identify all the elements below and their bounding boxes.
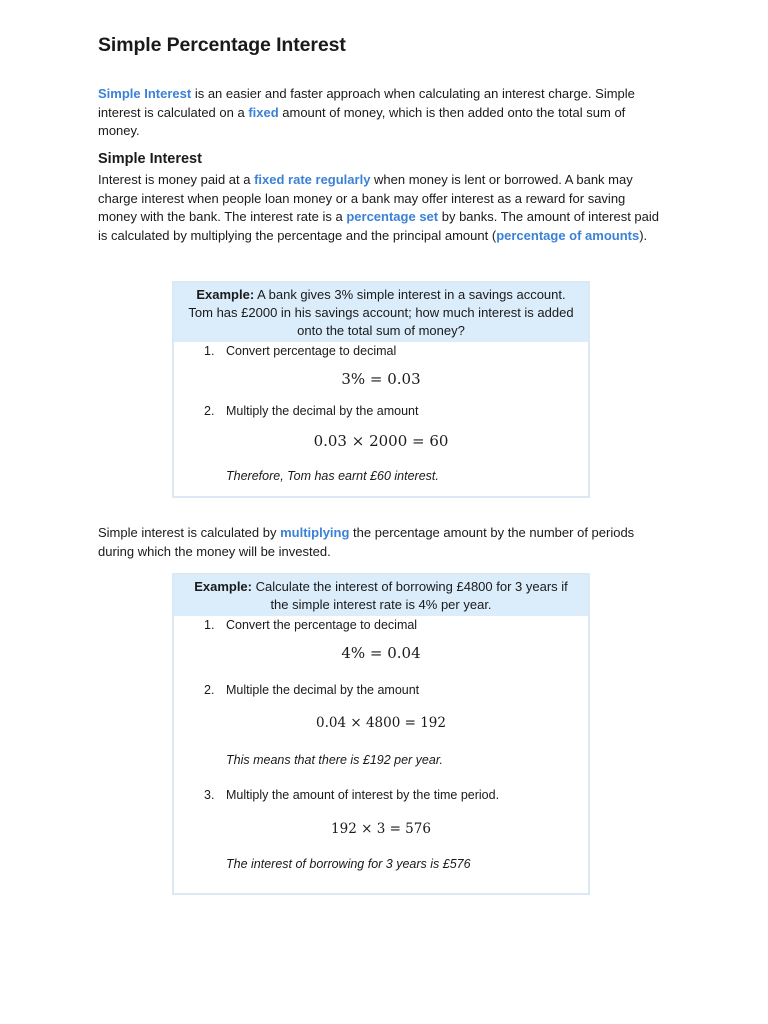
example-1-question: A bank gives 3% simple interest in a savings account. Tom has £2000 in his savings account; how much interest is added onto the total sum of money? bbox=[188, 287, 574, 338]
section-paragraph bbox=[98, 171, 660, 245]
example-2-equation-2: 0.04 × 4800 = 192 bbox=[316, 715, 446, 731]
step-number: 2. bbox=[204, 683, 215, 697]
middle-text-2: the percentage amount by the number of periods during which the money will be invested. bbox=[98, 525, 635, 559]
section-highlight-fixed-rate: fixed rate regularly bbox=[254, 172, 371, 187]
example-2-step-1 bbox=[204, 618, 417, 632]
example-box-1 bbox=[172, 281, 590, 498]
example-1-equation-2: 0.03 × 2000 = 60 bbox=[313, 432, 449, 450]
step-number: 1. bbox=[204, 618, 215, 632]
example-box-2 bbox=[172, 573, 590, 895]
step-text: Convert percentage to decimal bbox=[226, 344, 397, 358]
example-1-label: Example: bbox=[196, 287, 255, 302]
example-2-step-2 bbox=[204, 683, 419, 697]
intro-text-1: is an easier and faster approach when calculating an interest charge. Simple interest is calculated on a bbox=[98, 86, 635, 120]
intro-paragraph bbox=[98, 85, 660, 141]
example-2-header bbox=[174, 575, 588, 616]
step-text: Multiply the decimal by the amount bbox=[226, 404, 419, 418]
page-title: Simple Percentage Interest bbox=[98, 34, 346, 56]
intro-highlight-fixed: fixed bbox=[248, 104, 279, 120]
step-text: Multiple the decimal by the amount bbox=[226, 683, 420, 697]
section-text-2: when money is lent or borrowed. A bank may charge interest when people loan money or a bank may offer interest as a reward for saving money with the bank. The interest rate is a bbox=[98, 172, 633, 224]
intro-highlight-simple-interest: Simple Interest bbox=[98, 86, 192, 101]
step-text: Multiply the amount of interest by the time period. bbox=[226, 788, 500, 802]
example-2-label: Example: bbox=[194, 579, 252, 594]
example-1-step-1 bbox=[204, 344, 396, 358]
step-number: 3. bbox=[204, 788, 215, 802]
middle-paragraph bbox=[98, 524, 654, 561]
intro-text-2: amount of money, which is then added onto the total sum of money. bbox=[98, 104, 626, 138]
middle-highlight-multiplying: multiplying bbox=[280, 525, 350, 540]
middle-text-1: Simple interest is calculated by bbox=[98, 525, 281, 540]
example-2-conclusion: The interest of borrowing for 3 years is £576 bbox=[226, 857, 471, 871]
section-heading: Simple Interest bbox=[98, 151, 202, 167]
example-2-question: Calculate the interest of borrowing £4800 for 3 years if the simple interest rate is 4% per year. bbox=[252, 579, 568, 612]
step-number: 1. bbox=[204, 344, 215, 358]
example-2-equation-3: 192 × 3 = 576 bbox=[331, 821, 431, 837]
example-2-step-3 bbox=[204, 788, 499, 802]
section-text-3: by banks. The amount of interest paid is calculated by multiplying the percentage and the principal amount ( bbox=[98, 209, 660, 243]
example-1-equation-1: 3% = 0.03 bbox=[341, 370, 421, 388]
example-2-equation-1: 4% = 0.04 bbox=[341, 644, 421, 662]
section-text-4: ). bbox=[639, 227, 648, 243]
section-highlight-percentage-set: percentage set bbox=[346, 209, 439, 224]
step-text: Convert the percentage to decimal bbox=[226, 618, 418, 632]
section-text-1: Interest is money paid at a bbox=[98, 172, 255, 187]
section-highlight-percentage-of-amounts: percentage of amounts bbox=[496, 227, 640, 243]
example-1-conclusion: Therefore, Tom has earnt £60 interest. bbox=[226, 469, 439, 483]
step-number: 2. bbox=[204, 404, 215, 418]
example-2-note: This means that there is £192 per year. bbox=[226, 753, 444, 767]
example-1-step-2 bbox=[204, 404, 418, 418]
example-1-header bbox=[174, 283, 588, 342]
